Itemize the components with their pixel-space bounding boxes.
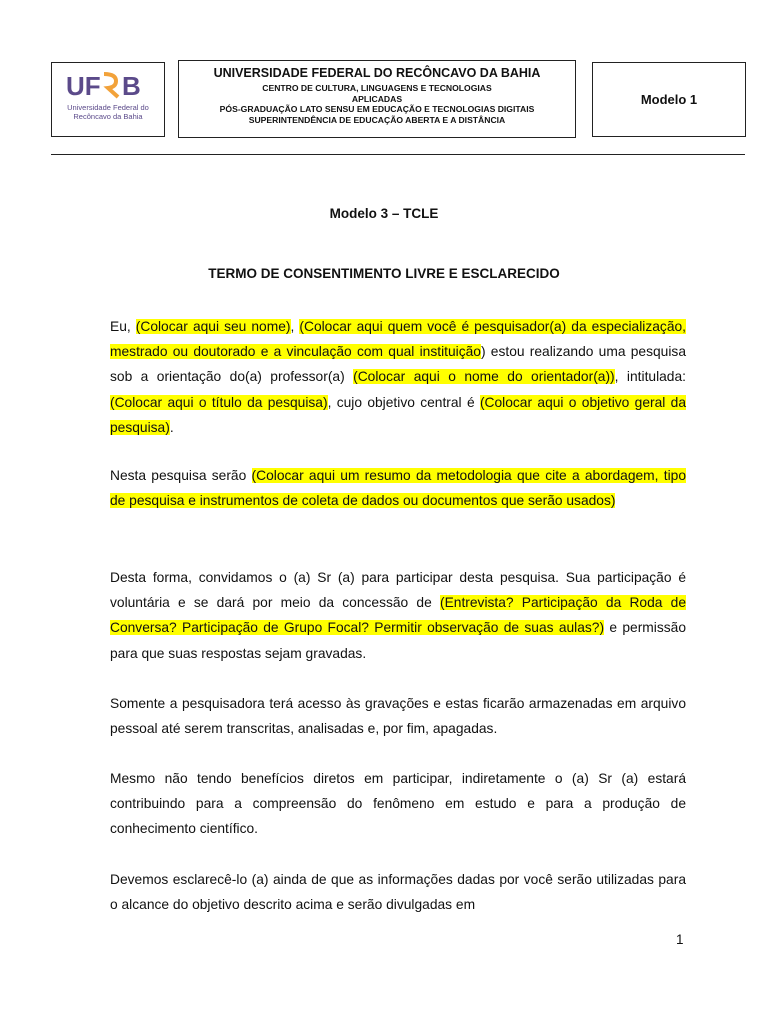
paragraph-text: Desta forma, convidamos o (a) Sr (a) para participar desta pesquisa. Sua participação é voluntária e se dará por meio da concessão de [110,570,686,611]
logo-caption: Universidade Federal do Recôncavo da Bahia [67,103,149,121]
paragraph [110,867,686,917]
center-name: CENTRO DE CULTURA, LINGUAGENS E TECNOLOGIAS APLICADAS [262,83,492,104]
paragraph-text: Nesta pesquisa serão [110,468,252,483]
paragraph [110,314,686,440]
paragraph [110,565,686,666]
model-label: Modelo 1 [640,92,698,107]
page-number: 1 [676,932,684,947]
paragraph-text: Eu, [110,319,136,334]
svg-text:B: B [122,71,141,99]
paragraph-text: Mesmo não tendo benefícios diretos em participar, indiretamente o (a) Sr (a) estará contribuindo para a compreensão do fenômeno em estudo e para a produção de conhecimento científico. [110,771,686,837]
logo-box [51,62,165,137]
highlighted-placeholder: (Colocar aqui o nome do orientador(a)) [353,369,615,385]
highlighted-placeholder: (Colocar aqui o objetivo geral da pesquisa) [110,394,686,435]
program-name: PÓS-GRADUAÇÃO LATO SENSU EM EDUCAÇÃO E TECNOLOGIAS DIGITAIS [219,104,535,114]
institution-header [178,60,576,138]
paragraph-text: . [169,419,174,435]
ufrb-logo [64,71,154,99]
model-box [592,62,746,137]
paragraph-text: Somente a pesquisadora terá acesso às gravações e estas ficarão armazenadas em arquivo pessoal até serem transcritas, analisadas e, por fim, apagadas. [110,696,686,737]
paragraph [110,463,686,513]
university-name: UNIVERSIDADE FEDERAL DO RECÔNCAVO DA BAHIA [213,66,541,80]
highlighted-placeholder: (Colocar aqui um resumo da metodologia que cite a abordagem, tipo de pesquisa e instrumentos de coleta de dados ou documentos que serão usados) [110,468,686,509]
paragraph-text: ) estou realizando uma pesquisa sob a orientação do(a) professor(a) [110,344,686,385]
paragraph-text: Devemos esclarecê-lo (a) ainda de que as informações dadas por você serão utilizadas para o alcance do objetivo descrito acima e serão divulgadas em [110,872,686,913]
model-title: Modelo 3 – TCLE [329,206,439,221]
highlighted-placeholder: (Colocar aqui o título da pesquisa) [110,394,328,410]
paragraph-text: , intitulada: [614,369,686,385]
paragraph [110,691,686,741]
highlighted-placeholder: (Entrevista? Participação da Roda de Conversa? Participação de Grupo Focal? Permitir observação de suas aulas?) [110,595,686,636]
svg-text:UF: UF [66,71,101,99]
paragraph-text: , [290,319,300,334]
paragraph-text: , cujo objetivo central é [327,394,480,410]
paragraph-text: e permissão para que suas respostas sejam gravadas. [110,620,687,661]
superintendence-name: SUPERINTENDÊNCIA DE EDUCAÇÃO ABERTA E A DISTÂNCIA [248,114,506,125]
paragraph [110,766,686,842]
highlighted-placeholder: (Colocar aqui seu nome) [135,319,291,334]
header-divider [51,154,745,155]
highlighted-placeholder: (Colocar aqui quem você é pesquisador(a) da especialização, mestrado ou doutorado e a vinculação com qual instituição [110,319,686,360]
document-title: TERMO DE CONSENTIMENTO LIVRE E ESCLARECIDO [208,266,560,281]
